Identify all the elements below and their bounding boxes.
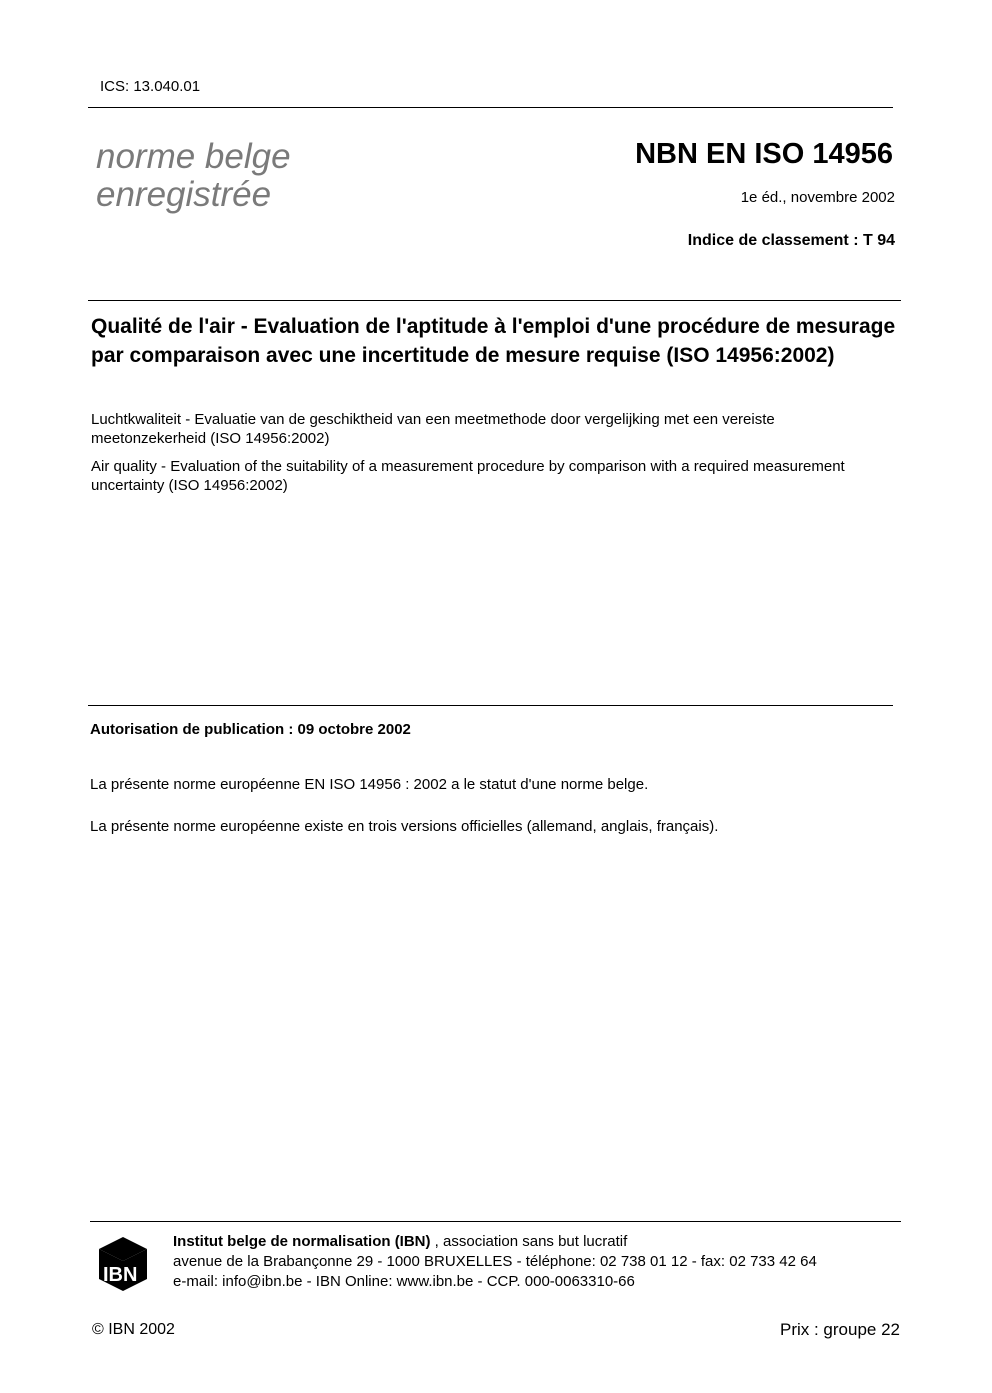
institute-contact: e-mail: info@ibn.be - IBN Online: www.ibn.be - CCP. 000-0063310-66	[173, 1273, 635, 1290]
top-divider	[88, 107, 893, 108]
price-group: Prix : groupe 22	[779, 1320, 900, 1339]
title-english: Air quality - Evaluation of the suitability of a measurement procedure by comparison with a required measurement uncertainty (ISO 14956:2002)	[91, 458, 845, 494]
statement-status: La présente norme européenne EN ISO 14956 : 2002 a le statut d'une norme belge.	[90, 776, 649, 793]
title-dutch: Luchtkwaliteit - Evaluatie van de geschiktheid van een meetmethode door vergelijking met een vereiste meetonzekerheid (ISO 14956:2002)	[91, 411, 775, 447]
classification-index: Indice de classement : T 94	[687, 232, 895, 249]
ibn-logo-icon	[97, 1235, 149, 1293]
title-french: Qualité de l'air - Evaluation de l'aptitude à l'emploi d'une procédure de mesurage par comparaison avec une incertitude de mesure requise (ISO 14956:2002)	[91, 315, 896, 367]
institute-name: Institut belge de normalisation (IBN)	[173, 1233, 431, 1250]
publication-divider	[88, 705, 893, 706]
footer-divider	[90, 1221, 901, 1222]
title-divider	[88, 300, 901, 301]
standard-number: NBN EN ISO 14956	[635, 138, 893, 170]
publication-authorization: Autorisation de publication : 09 octobre 2002	[90, 721, 411, 738]
logo-letters: IBN	[103, 1264, 138, 1286]
ics-code: ICS: 13.040.01	[100, 78, 201, 95]
footer-institute	[173, 1232, 817, 1292]
institute-line	[173, 1232, 817, 1252]
ibn-logo	[97, 1235, 149, 1293]
statement-versions: La présente norme européenne existe en trois versions officielles (allemand, anglais, français).	[90, 818, 719, 835]
norme-line-1: norme belge	[96, 137, 291, 176]
institute-address: avenue de la Brabançonne 29 - 1000 BRUXELLES - téléphone: 02 738 01 12 - fax: 02 733 42 64	[173, 1253, 817, 1270]
norme-belge-label	[96, 138, 291, 214]
institute-suffix: , association sans but lucratif	[430, 1233, 628, 1250]
edition-info: 1e éd., novembre 2002	[740, 189, 895, 206]
copyright: © IBN 2002	[92, 1321, 175, 1338]
norme-line-2: enregistrée	[96, 175, 272, 214]
